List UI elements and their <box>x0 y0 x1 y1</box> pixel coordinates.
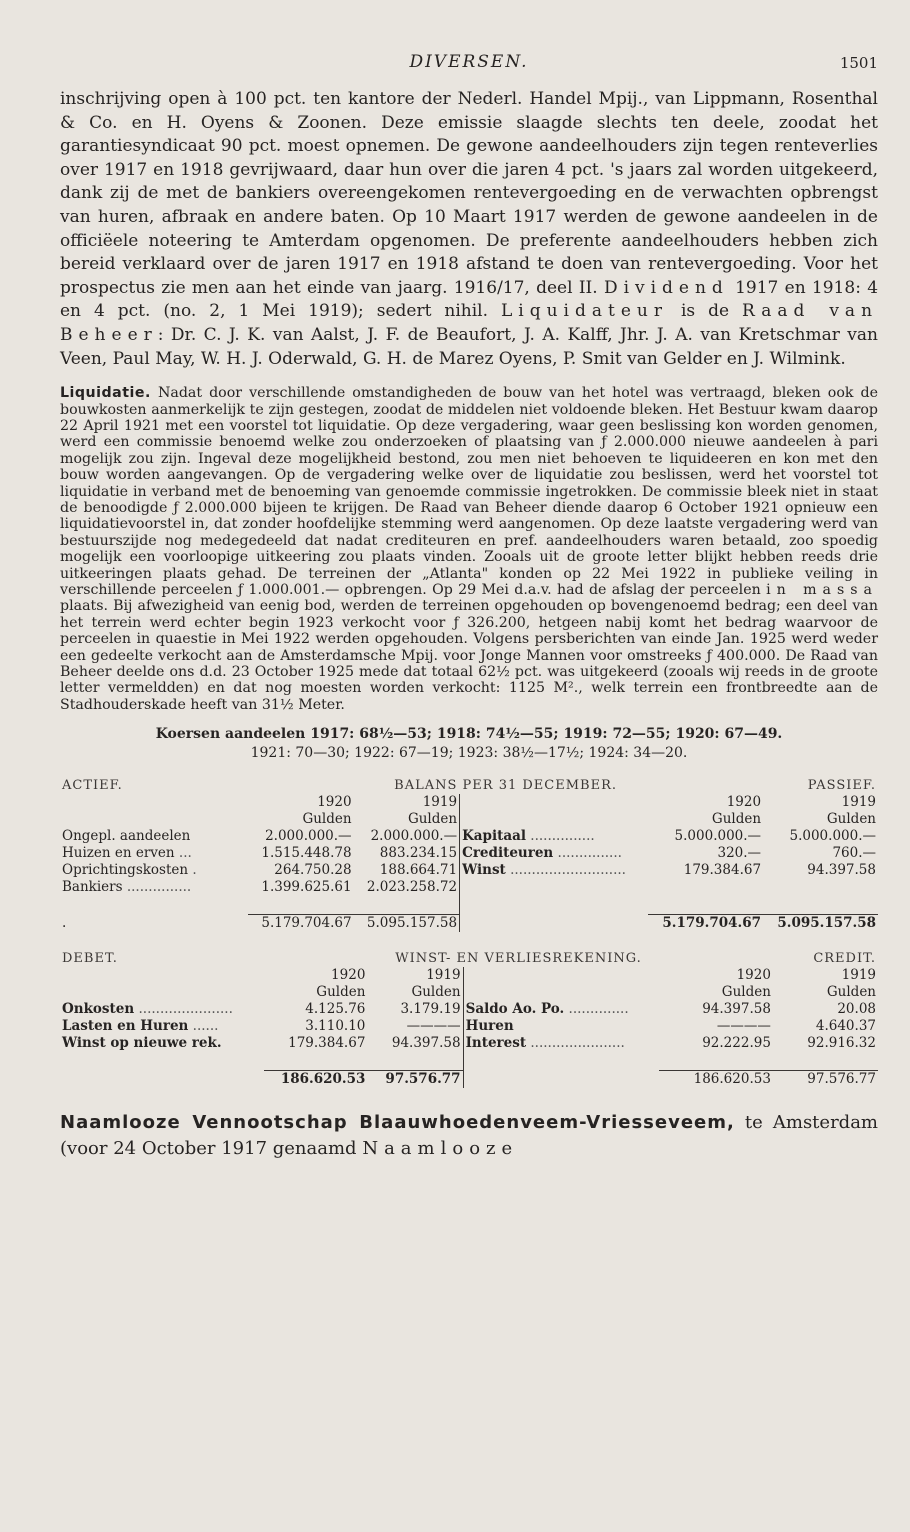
unit-label: Gulden <box>721 984 771 1001</box>
balans-year-row <box>60 794 878 811</box>
table-row <box>60 828 878 845</box>
value-1919: 760.— <box>832 845 876 862</box>
main-paragraph <box>60 88 878 371</box>
value-1920: 2.000.000.— <box>265 828 352 845</box>
total-1919: 97.576.77 <box>367 1071 463 1089</box>
unit-label: Gulden <box>316 984 366 1001</box>
value-1920: ———— <box>716 1018 771 1035</box>
main-text-b: 1917 en 1918: 4 en 4 pct. (no. 2, 1 Mei 1919); sedert nihil. <box>60 277 879 322</box>
table-row <box>60 845 878 862</box>
running-header <box>60 52 878 88</box>
table-row <box>60 1001 878 1018</box>
year-1919: 1919 <box>426 967 461 984</box>
balans-total-row <box>60 915 878 933</box>
credit-caption: CREDIT. <box>813 951 876 967</box>
value-1920: 1.399.625.61 <box>261 879 352 896</box>
balans-caption-row <box>60 777 878 794</box>
company-name: Naamlooze Vennootschap Blaauwhoedenveem-Vriesseveem, <box>60 1112 735 1134</box>
unit-label: Gulden <box>302 811 352 828</box>
value-1920: 320.— <box>717 845 762 862</box>
koersen-bold: Koersen aandeelen 1917: 68½—53; 1918: 74½—55; 1919: 72—55; 1920: 67—49. <box>155 726 783 743</box>
unit-label: Gulden <box>407 811 458 828</box>
winst-en-verlies-table <box>60 950 878 1088</box>
row-label: Huren <box>463 1018 659 1035</box>
value-1919: 20.08 <box>837 1001 876 1018</box>
winst-year-row <box>60 967 878 984</box>
row-label: Winst ........................... <box>460 862 649 879</box>
year-1920: 1920 <box>736 967 771 984</box>
row-label: Winst op nieuwe rek. <box>62 1035 222 1052</box>
value-1919: 3.179.19 <box>400 1001 461 1018</box>
year-1920: 1920 <box>317 794 352 811</box>
table-row <box>60 1035 878 1052</box>
value-1919: 2.023.258.72 <box>366 879 458 896</box>
koersen-block <box>60 725 878 763</box>
in-massa-spaced: in massa <box>766 582 878 598</box>
value-1920: 1.515.448.78 <box>261 845 352 862</box>
raad-van-beheer-label: Raad van Beheer <box>60 301 879 345</box>
balans-caption: BALANS PER 31 DECEMBER. <box>394 778 617 794</box>
row-label: Onkosten ...................... <box>62 1001 233 1018</box>
main-text-a: inschrijving open à 100 pct. ten kantore der Nederl. Handel Mpij., van Lippmann, Rosenthal & Co. en H. Oyens & Zoonen. Deze emissie slaagde slechts ten deele, zoodat het garantiesyndicaat 90 pct. moest opnemen. De gewone aandeelhouders zijn tegen renteverlies over 1917 en 1918 gevrijwaard, daar hun over die jaren 4 pct. 's jaars zal worden uitgekeerd, dank zij de met de bankiers overeengekomen rentevergoeding en de verwachten opbrengst van huren, afbraak en andere baten. Op 10 Maart 1917 werden de gewone aandeelen in de officiëele noteering te Amterdam opgenomen. De preferente aandeelhouders hebben zich bereid verklaard over de jaren 1917 en 1918 afstand te doen van rentevergoeding. Voor het prospectus zie men aan het einde van jaarg. 1916/17, deel II. <box>60 89 878 298</box>
row-label: Saldo Ao. Po. .............. <box>463 1001 659 1018</box>
value-1919: 94.397.58 <box>807 862 876 879</box>
balans-unit-row <box>60 811 878 828</box>
naamlooze-spaced: Naamlooze <box>362 1138 519 1160</box>
document-page <box>60 52 878 1162</box>
unit-label: Gulden <box>411 984 461 1001</box>
value-1920: 264.750.28 <box>274 862 352 879</box>
value-1920: 4.125.76 <box>305 1001 366 1018</box>
row-label: Bankiers ............... <box>62 879 192 896</box>
value-1919: ———— <box>406 1018 461 1035</box>
actief-caption: ACTIEF. <box>62 778 123 794</box>
total-mark: . <box>62 914 67 931</box>
unit-label: Gulden <box>826 984 876 1001</box>
total-1919: 5.095.157.58 <box>354 915 460 933</box>
table-row <box>60 879 878 896</box>
liquidateur-label: Liquidateur <box>500 301 668 322</box>
table-row <box>60 862 878 879</box>
running-title: DIVERSEN. <box>409 52 529 72</box>
winst-caption: WINST- EN VERLIESREKENING. <box>395 951 642 967</box>
row-label: Lasten en Huren ...... <box>62 1018 219 1035</box>
value-1920: 179.384.67 <box>288 1035 366 1052</box>
value-1919: 94.397.58 <box>391 1035 461 1052</box>
row-label: Oprichtingskosten . <box>62 862 197 879</box>
row-label: Huizen en erven ... <box>62 845 192 862</box>
row-label: Interest ...................... <box>463 1035 659 1052</box>
value-1920: 5.000.000.— <box>674 828 762 845</box>
page-number: 1501 <box>839 54 878 72</box>
row-label: Ongepl. aandeelen <box>62 828 191 845</box>
company-text: te Amsterdam (voor 24 October 1917 genaamd <box>60 1112 878 1160</box>
total-1919: 5.095.157.58 <box>763 915 878 933</box>
year-1919: 1919 <box>841 794 876 811</box>
total-1920: 5.179.704.67 <box>248 915 353 933</box>
table-row <box>60 1018 878 1035</box>
koersen-rest: 1921: 70—30; 1922: 67—19; 1923: 38½—17½; 1924: 34—20. <box>250 745 688 762</box>
winst-total-row <box>60 1071 878 1089</box>
total-1920: 5.179.704.67 <box>648 915 763 933</box>
value-1920: 92.222.95 <box>702 1035 771 1052</box>
debet-caption: DEBET. <box>62 951 118 967</box>
unit-label: Gulden <box>711 811 762 828</box>
dividend-label: Dividend <box>603 277 729 298</box>
value-1919: 883.234.15 <box>379 845 458 862</box>
liquidatie-text-b: plaats. Bij afwezigheid van eenig bod, werden de terreinen opgehouden op bovengenoemd bedrag; een deel van het terrein werd echter begin 1923 verkocht voor ƒ 326.200, hetgeen nabij komt het bedrag waarvoor de perceelen in quaestie in Mei 1922 werden opgehouden. Volgens persberichten van einde Jan. 1925 werd weder een gedeelte verkocht aan de Amsterdamsche Mpij. voor Jonge Mannen voor omstreeks ƒ 400.000. De Raad van Beheer deelde ons d.d. 23 October 1925 mede dat totaal 62½ pct. was uitgekeerd (zooals wij reeds in de groote letter vermeldden) en dat nog moesten worden verkocht: 1125 M²., welk terrein een frontbreedte aan de Stadhouderskade heeft van 31½ Meter. <box>60 598 878 713</box>
company-heading-paragraph <box>60 1110 878 1162</box>
main-text-d: : Dr. C. J. K. van Aalst, J. F. de Beaufort, J. A. Kalff, Jhr. J. A. van Kretschmar van Veen, Paul May, W. H. J. Oderwald, G. H. de Marez Oyens, P. Smit van Gelder en J. Wilmink. <box>60 324 878 369</box>
year-1919: 1919 <box>841 967 876 984</box>
total-1919: 97.576.77 <box>773 1071 878 1089</box>
winst-unit-row <box>60 984 878 1001</box>
main-text-c: is de <box>680 301 730 322</box>
value-1919: 4.640.37 <box>815 1018 876 1035</box>
year-1920: 1920 <box>331 967 366 984</box>
liquidatie-label: Liquidatie. <box>60 385 151 402</box>
value-1920: 3.110.10 <box>305 1018 366 1035</box>
row-label: Crediteuren ............... <box>460 845 649 862</box>
year-1919: 1919 <box>422 794 458 811</box>
winst-caption-row <box>60 950 878 967</box>
row-label: Kapitaal ............... <box>460 828 649 845</box>
passief-caption: PASSIEF. <box>807 778 876 794</box>
liquidatie-text-a: Nadat door verschillende omstandigheden de bouw van het hotel was vertraagd, bleken ook de bouwkosten aanmerkelijk te zijn gestegen, zoodat de middelen niet voldoende bleken. Het Bestuur kwam daarop 22 April 1921 met een voorstel tot liquidatie. Op deze vergadering, waar geen beslissing kon worden genomen, werd een commissie benoemd welke zou onderzoeken of plaatsing van ƒ 2.000.000 nieuwe aandeelen à pari mogelijk zou zijn. Ingeval deze mogelijkheid bestond, zou men niet behoeven te liquideeren en kon met den bouw worden aangevangen. Op de vergadering welke over de liquidatie zou beslissen, werd het voorstel tot liquidatie in verband met de benoeming van genoemde commissie ingetrokken. De commissie bleek niet in staat de benoodigde ƒ 2.000.000 bijeen te krijgen. De Raad van Beheer diende daarop 6 October 1921 opnieuw een liquidatievoorstel in, dat zonder hoofdelijke stemming werd aangenomen. Op deze laatste vergadering werd van bestuurszijde nog medegedeeld dat nadat crediteuren en pref. aandeelhouders waren betaald, zoo spoedig mogelijk een voorloopige uitkeering zou plaats vinden. Zooals uit de groote letter blijkt hebben reeds drie uitkeeringen plaats gehad. De terreinen der „Atlanta" konden op 22 Mei 1922 in publieke veiling in verschillende perceelen ƒ 1.000.001.— opbrengen. Op 29 Mei d.a.v. had de afslag der perceelen <box>60 385 878 598</box>
value-1919: 188.664.71 <box>379 862 458 879</box>
value-1920: 94.397.58 <box>702 1001 771 1018</box>
value-1920: 179.384.67 <box>683 862 762 879</box>
value-1919: 92.916.32 <box>807 1035 876 1052</box>
total-1920: 186.620.53 <box>659 1071 773 1089</box>
unit-label: Gulden <box>826 811 876 828</box>
liquidatie-paragraph <box>60 385 878 713</box>
year-1920: 1920 <box>726 794 762 811</box>
balans-table <box>60 777 878 932</box>
value-1919: 5.000.000.— <box>789 828 876 845</box>
total-1920: 186.620.53 <box>264 1071 367 1089</box>
value-1919: 2.000.000.— <box>370 828 458 845</box>
